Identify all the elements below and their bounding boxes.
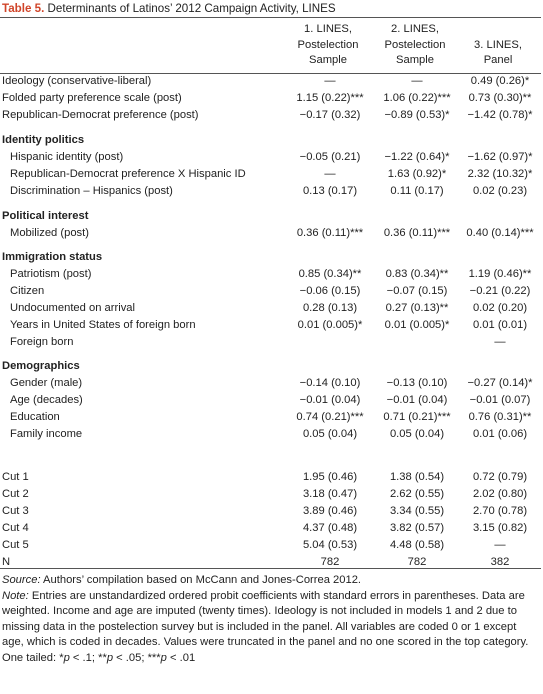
row-label: Republican-Democrat preference (post) xyxy=(2,109,199,121)
cell-col-1: 3.89 (0.46) xyxy=(302,505,358,517)
significance-p3: p xyxy=(160,651,167,664)
cell-col-3: 0.40 (0.14)*** xyxy=(466,227,534,239)
row-label: Education xyxy=(10,411,60,423)
table-row xyxy=(0,539,543,554)
row-label: Cut 4 xyxy=(2,522,29,534)
cell-col-1: 0.74 (0.21)*** xyxy=(296,411,364,423)
table-label: Table 5. xyxy=(2,2,45,15)
table-row xyxy=(0,411,543,426)
top-rule xyxy=(0,17,541,18)
cell-col-1: 0.28 (0.13) xyxy=(302,302,358,314)
table-row xyxy=(0,319,543,334)
cell-col-3: −0.21 (0.22) xyxy=(469,285,531,297)
cell-col-1: 782 xyxy=(320,556,340,568)
source-text: Authors’ compilation based on McCann and Jones-Correa 2012. xyxy=(40,574,362,586)
cell-col-3: −0.27 (0.14)* xyxy=(467,377,533,389)
cell-col-3: 0.76 (0.31)** xyxy=(468,411,532,423)
cell-col-1: 0.85 (0.34)** xyxy=(298,268,362,280)
row-label: Citizen xyxy=(10,285,45,297)
column-header-2 xyxy=(370,22,460,69)
cell-col-2: 3.34 (0.55) xyxy=(389,505,445,517)
cell-col-1: 1.95 (0.46) xyxy=(302,471,358,483)
section-heading-row xyxy=(0,210,543,225)
cell-col-2: 0.27 (0.13)** xyxy=(385,302,449,314)
table-row xyxy=(0,75,543,90)
table-row xyxy=(0,168,543,183)
significance-prefix: One tailed: * xyxy=(2,651,64,664)
cell-col-2: 1.63 (0.92)* xyxy=(387,168,447,180)
significance-t1: < .1; ** xyxy=(69,651,107,664)
table-row xyxy=(0,285,543,300)
table-row xyxy=(0,377,543,392)
cell-col-2: 1.06 (0.22)*** xyxy=(383,92,451,104)
cell-col-2: −1.22 (0.64)* xyxy=(384,151,450,163)
column-header-3-line-1 xyxy=(453,22,543,38)
cell-col-3: −1.42 (0.78)* xyxy=(467,109,533,121)
cell-col-3: 1.19 (0.46)** xyxy=(468,268,532,280)
significance-p1: p xyxy=(63,651,70,664)
column-header-1-line-3: Sample xyxy=(309,54,347,66)
column-header-2-line-1: 2. LINES, xyxy=(391,23,439,35)
cell-col-3: −1.62 (0.97)* xyxy=(467,151,533,163)
cell-col-1: 3.18 (0.47) xyxy=(302,488,358,500)
cell-col-1: 0.13 (0.17) xyxy=(302,185,358,197)
cell-col-2: 782 xyxy=(407,556,427,568)
section-heading-row xyxy=(0,134,543,149)
cell-col-3: −0.01 (0.07) xyxy=(469,394,531,406)
cell-col-1: −0.14 (0.10) xyxy=(299,377,361,389)
cell-col-3: 0.73 (0.30)** xyxy=(468,92,532,104)
table-row xyxy=(0,471,543,486)
column-header-1 xyxy=(283,22,373,69)
table-row xyxy=(0,505,543,520)
row-label: Cut 5 xyxy=(2,539,29,551)
section-heading: Demographics xyxy=(2,360,80,372)
cell-col-3: 0.72 (0.79) xyxy=(472,471,528,483)
table-row xyxy=(0,92,543,107)
cell-col-2: 1.38 (0.54) xyxy=(389,471,445,483)
cell-col-2: — xyxy=(411,75,423,87)
column-header-2-line-2: Postelection xyxy=(384,38,446,51)
row-label: Patriotism (post) xyxy=(10,268,92,280)
cell-col-3: 382 xyxy=(490,556,510,568)
table-notes xyxy=(2,573,540,666)
cell-col-1: −0.01 (0.04) xyxy=(299,394,361,406)
cell-col-3: 0.02 (0.20) xyxy=(472,302,528,314)
bottom-rule xyxy=(0,568,541,569)
header-rule xyxy=(0,73,541,74)
cell-col-3: — xyxy=(494,336,506,348)
row-label: Foreign born xyxy=(10,336,74,348)
cell-col-1: 4.37 (0.48) xyxy=(302,522,358,534)
cell-col-3: 0.02 (0.23) xyxy=(472,185,528,197)
row-label: Cut 1 xyxy=(2,471,29,483)
significance-t2: < .05; *** xyxy=(113,651,161,664)
cell-col-2: −0.07 (0.15) xyxy=(386,285,448,297)
cell-col-3: 2.02 (0.80) xyxy=(472,488,528,500)
significance-note xyxy=(2,651,540,667)
significance-t3: < .01 xyxy=(166,651,196,664)
table-row xyxy=(0,268,543,283)
row-label: Years in United States of foreign born xyxy=(10,319,196,331)
section-heading-row xyxy=(0,360,543,375)
table-row xyxy=(0,227,543,242)
section-heading: Identity politics xyxy=(2,134,85,146)
cell-col-1: 0.01 (0.005)* xyxy=(297,319,363,331)
cell-col-1: — xyxy=(324,168,336,180)
table-caption xyxy=(2,2,336,15)
source-note xyxy=(2,573,540,589)
section-heading: Political interest xyxy=(2,210,89,222)
row-label: Republican-Democrat preference X Hispanic ID xyxy=(10,168,246,180)
cell-col-1: −0.17 (0.32) xyxy=(299,109,361,121)
cell-col-2: −0.13 (0.10) xyxy=(386,377,448,389)
section-heading-row xyxy=(0,251,543,266)
row-label: Cut 2 xyxy=(2,488,29,500)
cell-col-3: 0.01 (0.06) xyxy=(472,428,528,440)
cell-col-2: 0.71 (0.21)*** xyxy=(383,411,451,423)
general-note xyxy=(2,589,540,651)
cell-col-1: — xyxy=(324,75,336,87)
cell-col-3: 3.15 (0.82) xyxy=(472,522,528,534)
cell-col-3: 2.70 (0.78) xyxy=(472,505,528,517)
table-row xyxy=(0,109,543,124)
table-row xyxy=(0,302,543,317)
column-header-1-line-2: Postelection xyxy=(297,38,359,51)
cell-col-3: — xyxy=(494,539,506,551)
cell-col-1: −0.05 (0.21) xyxy=(299,151,361,163)
cell-col-3: 0.01 (0.01) xyxy=(472,319,528,331)
cell-col-1: 0.36 (0.11)*** xyxy=(296,227,364,239)
cell-col-2: 0.11 (0.17) xyxy=(390,185,444,197)
table-row xyxy=(0,151,543,166)
row-label: Gender (male) xyxy=(10,377,83,389)
column-header-3-line-2: 3. LINES, xyxy=(474,38,522,51)
cell-col-1: 0.05 (0.04) xyxy=(302,428,358,440)
source-label: Source: xyxy=(2,574,41,586)
row-label: Ideology (conservative-liberal) xyxy=(2,75,152,87)
column-header-3 xyxy=(453,22,543,69)
note-text: Entries are unstandardized ordered probit coefficients with standard errors in parentheses. Data are weighted. Income and age are imputed (twenty times). Ideology is not included in models 1 and 2 due to missing data in the postelection survey but is included in the panel. All variables are coded 0 or 1 except age, which is coded in decades. Values were truncated in the panel and no one scored in the top category. xyxy=(2,589,529,648)
cell-col-1: −0.06 (0.15) xyxy=(299,285,361,297)
row-label: Family income xyxy=(10,428,83,440)
row-label: Age (decades) xyxy=(10,394,83,406)
cell-col-3: 2.32 (10.32)* xyxy=(467,168,533,180)
cell-col-2: −0.89 (0.53)* xyxy=(384,109,450,121)
row-label: Undocumented on arrival xyxy=(10,302,135,314)
table-row xyxy=(0,488,543,503)
table-row xyxy=(0,336,543,351)
section-heading: Immigration status xyxy=(2,251,103,263)
cell-col-2: 2.62 (0.55) xyxy=(389,488,445,500)
table-row xyxy=(0,428,543,443)
table-row xyxy=(0,522,543,537)
row-label: Mobilized (post) xyxy=(10,227,89,239)
significance-p2: p xyxy=(106,651,114,664)
cell-col-3: 0.49 (0.26)* xyxy=(470,75,530,87)
table-title: Determinants of Latinos’ 2012 Campaign Activity, LINES xyxy=(47,2,336,15)
column-header-1-line-1: 1. LINES, xyxy=(304,23,352,35)
cell-col-2: 0.83 (0.34)** xyxy=(385,268,449,280)
note-label: Note: xyxy=(2,589,29,602)
cell-col-2: 4.48 (0.58) xyxy=(389,539,445,551)
column-header-2-line-3: Sample xyxy=(396,54,434,66)
table-row xyxy=(0,185,543,200)
row-label: Hispanic identity (post) xyxy=(10,151,124,163)
row-label: Cut 3 xyxy=(2,505,29,517)
cell-col-1: 1.15 (0.22)*** xyxy=(296,92,364,104)
row-label: N xyxy=(2,556,11,568)
cell-col-2: 0.05 (0.04) xyxy=(389,428,445,440)
column-header-3-line-3: Panel xyxy=(483,54,513,66)
cell-col-2: 0.36 (0.11)*** xyxy=(383,227,451,239)
cell-col-2: −0.01 (0.04) xyxy=(386,394,448,406)
table-row xyxy=(0,394,543,409)
cell-col-2: 0.01 (0.005)* xyxy=(384,319,450,331)
row-label: Folded party preference scale (post) xyxy=(2,92,182,104)
row-label: Discrimination – Hispanics (post) xyxy=(10,185,173,197)
cell-col-1: 5.04 (0.53) xyxy=(302,539,358,551)
cell-col-2: 3.82 (0.57) xyxy=(389,522,445,534)
